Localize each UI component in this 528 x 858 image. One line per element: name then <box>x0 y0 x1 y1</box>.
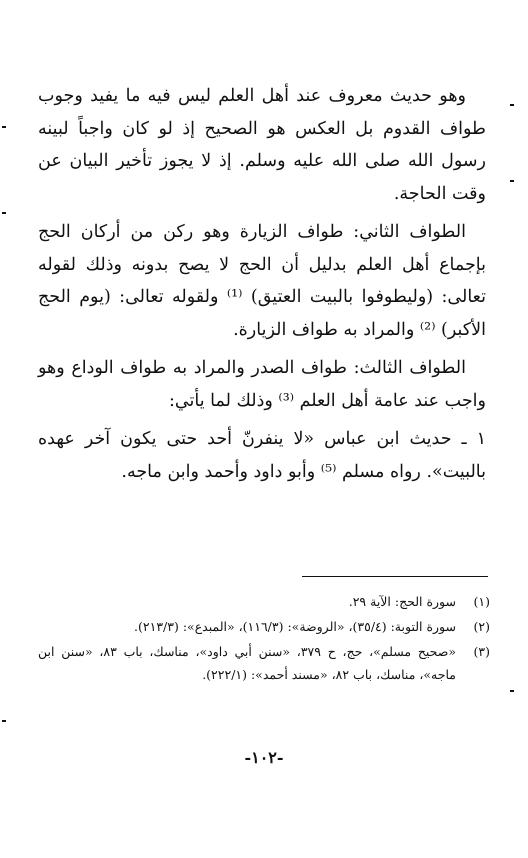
paragraph: الطواف الثاني: طواف الزيارة وهو ركن من أركان الحج بإجماع أهل العلم بدليل أن الحج لا يصح بدونه وذلك لقوله تعالى: (وليطوفوا بالبيت العتيق) ⁽¹⁾ ولقوله تعالى: (يوم الحج الأكبر) ⁽²⁾ والمراد به طواف الزيارة. <box>38 222 486 340</box>
footnote-text: سورة التوبة: (٣٥/٤)، «الروضة»: (١١٦/٣)، «المبدع»: (٢١٣/٣). <box>134 619 456 634</box>
footnote <box>38 640 490 686</box>
footnote-separator <box>302 576 488 577</box>
list-item: ١ ـ حديث ابن عباس «لا ينفرنّ أحد حتى يكون آخر عهده بالبيت». رواه مسلم ⁽⁵⁾ وأبو داود وأحمد وابن ماجه. <box>38 429 486 482</box>
footnote-text: سورة الحج: الآية ٢٩. <box>348 594 456 609</box>
margin-mark <box>510 104 514 106</box>
margin-mark <box>2 126 6 128</box>
main-text <box>38 80 486 488</box>
footnote-number: (٢) <box>473 619 490 634</box>
page-number: -١٠٢- <box>244 748 284 767</box>
paragraph: وهو حديث معروف عند أهل العلم ليس فيه ما يفيد وجوب طواف القدوم بل العكس هو الصحيح إذ لو كان واجباً لبينه رسول الله صلى الله عليه وسلم. إذ لا يجوز تأخير البيان عن وقت الحاجة. <box>38 86 486 204</box>
margin-mark <box>2 720 6 722</box>
footnote-number: (٣) <box>473 644 490 659</box>
footnotes <box>38 590 490 688</box>
margin-mark <box>510 180 514 182</box>
margin-mark <box>2 212 6 214</box>
footnote <box>38 590 490 613</box>
footnote-text: «صحيح مسلم»، حج، ح ٣٧٩، «سنن أبي داود»، مناسك، باب ٨٣، «سنن ابن ماجه»، مناسك، باب ٨٢، «مسند أحمد»: (٢٢٢/١). <box>38 644 457 682</box>
paragraph: الطواف الثالث: طواف الصدر والمراد به طواف الوداع وهو واجب عند عامة أهل العلم ⁽³⁾ وذلك لما يأتي: <box>38 358 486 411</box>
footnote-number: (١) <box>473 594 490 609</box>
footnote <box>38 615 490 638</box>
margin-mark <box>510 690 514 692</box>
